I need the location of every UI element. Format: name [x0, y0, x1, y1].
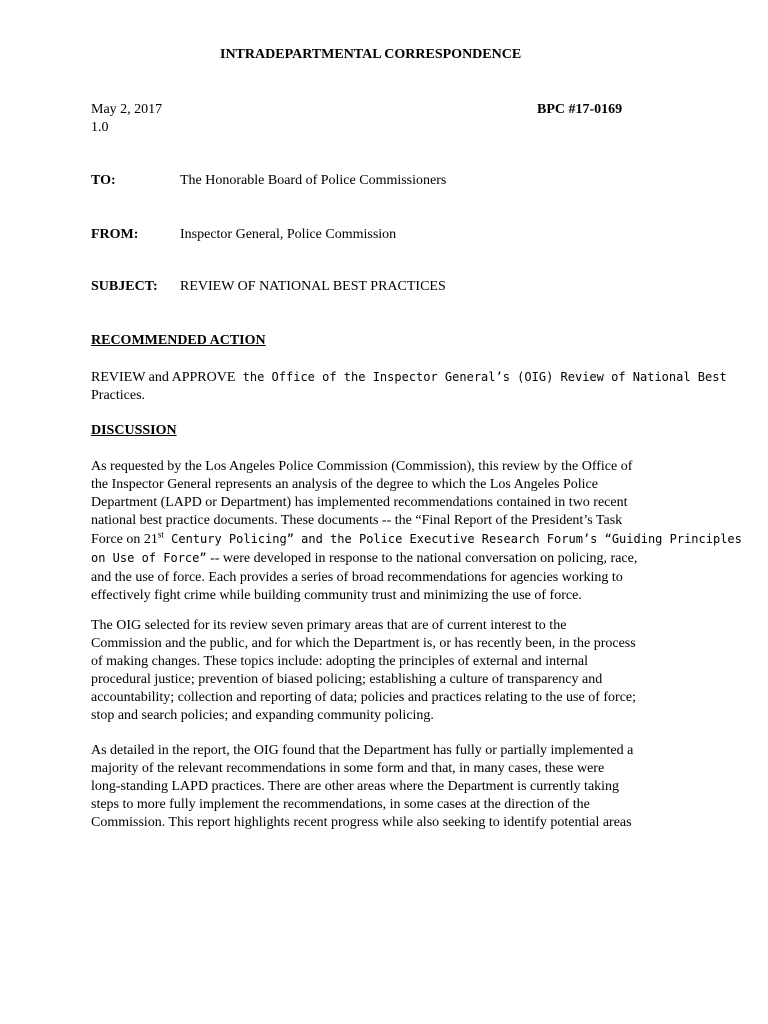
paragraph-line: The OIG selected for its review seven primary areas that are of current interest to the — [91, 618, 567, 633]
paragraph-line: stop and search policies; and expanding community policing. — [91, 708, 434, 724]
paragraph-line: and the use of force. Each provides a series of broad recommendations for agencies working to — [91, 569, 623, 585]
document-date: May 2, 2017 — [91, 102, 163, 117]
paragraph-line: national best practice documents. These documents -- the “Final Report of the President’s Task — [91, 513, 623, 529]
subject-label: SUBJECT: — [91, 279, 158, 294]
action-verbs: REVIEW and APPROVE — [91, 370, 236, 385]
to-value: The Honorable Board of Police Commissioners — [180, 173, 447, 188]
discussion-paragraph-2 — [91, 617, 677, 726]
from-value: Inspector General, Police Commission — [180, 227, 397, 242]
line-segment: -- were developed in response to the national conversation on policing, race, — [206, 551, 638, 567]
paragraph-line: accountability; collection and reporting of data; policies and practices relating to the use of force; — [91, 690, 637, 706]
line-segment: Force on 21 — [91, 532, 158, 548]
discussion-paragraph-3 — [91, 742, 677, 832]
subject-value: REVIEW OF NATIONAL BEST PRACTICES — [180, 279, 446, 294]
document-title: INTRADEPARTMENTAL CORRESPONDENCE — [220, 47, 522, 62]
superscript: st — [157, 529, 164, 540]
paragraph-line: effectively fight crime while building community trust and minimizing the use of force. — [91, 587, 582, 603]
paragraph-line: Department (LAPD or Department) has implemented recommendations contained in two recent — [91, 495, 628, 511]
paragraph-line: procedural justice; prevention of biased policing; establishing a culture of transparency and — [91, 672, 603, 688]
paragraph-line: Commission. This report highlights recent progress while also seeking to identify potential areas — [91, 815, 632, 831]
paragraph-line: of making changes. These topics include: adopting the principles of external and internal — [91, 654, 588, 670]
recommended-action-heading: RECOMMENDED ACTION — [91, 333, 266, 348]
recommended-action-text — [91, 368, 727, 405]
line-segment: on Use of Force” — [91, 551, 207, 566]
from-label: FROM: — [91, 227, 139, 242]
line-segment: Century Policing” and the Police Executive Research Forum’s “Guiding Principles — [163, 532, 742, 547]
reference-number: BPC #17-0169 — [537, 102, 623, 117]
paragraph-line: As detailed in the report, the OIG found that the Department has fully or partially implemented a — [91, 743, 634, 758]
discussion-paragraph-1 — [91, 458, 742, 605]
paragraph-line: majority of the relevant recommendations in some form and that, in many cases, these were — [91, 761, 605, 777]
paragraph-line: long-standing LAPD practices. There are other areas where the Department is currently taking — [91, 779, 620, 795]
recommended-action-line: Practices. — [91, 388, 146, 404]
discussion-heading: DISCUSSION — [91, 423, 177, 438]
recommended-action-line — [91, 368, 727, 387]
paragraph-line: steps to more fully implement the recommendations, in some cases at the direction of the — [91, 797, 590, 813]
paragraph-line: As requested by the Los Angeles Police Commission (Commission), this review by the Office of — [91, 459, 633, 474]
paragraph-line: Commission and the public, and for which the Department is, or has recently been, in the process — [91, 636, 636, 652]
document-version: 1.0 — [91, 120, 109, 135]
paragraph-line: the Inspector General represents an analysis of the degree to which the Los Angeles Police — [91, 477, 598, 493]
to-label: TO: — [91, 173, 116, 188]
paragraph-line — [91, 529, 742, 549]
paragraph-line — [91, 549, 677, 568]
action-object: the Office of the Inspector General’s (OIG) Review of National Best — [235, 370, 727, 384]
